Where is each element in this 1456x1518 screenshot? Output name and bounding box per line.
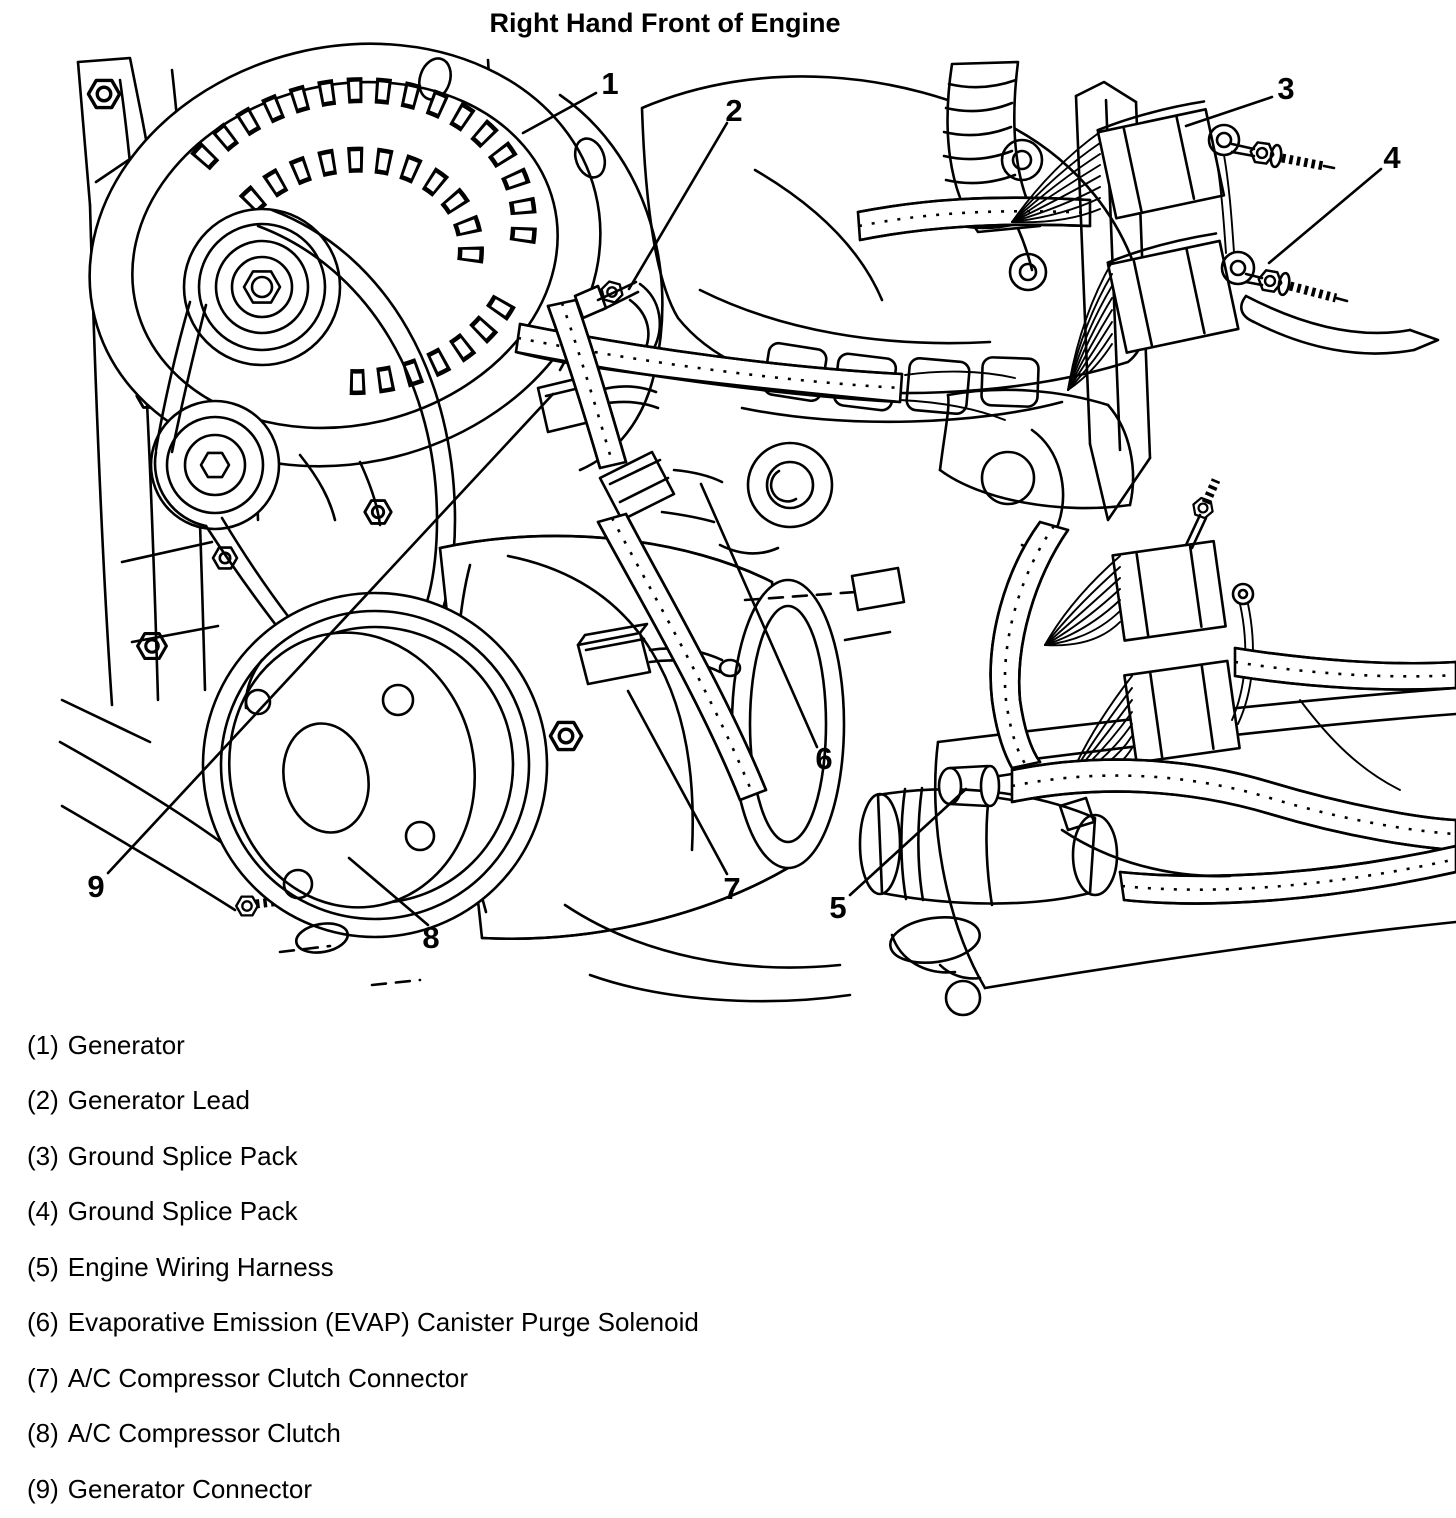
callout-8: 8	[422, 920, 440, 955]
legend-item-7	[27, 1363, 468, 1397]
callout-7: 7	[723, 871, 741, 906]
legend-num: (7)	[27, 1363, 59, 1393]
callout-9: 9	[87, 869, 105, 904]
legend-num: (9)	[27, 1474, 59, 1504]
tensioner-pulley	[151, 401, 279, 529]
legend-item-9	[27, 1474, 312, 1508]
legend-num: (8)	[27, 1418, 59, 1448]
callout-4-leader	[1269, 169, 1381, 263]
splice-pack-c	[1113, 541, 1226, 640]
legend-label: Generator Connector	[67, 1474, 313, 1504]
engine-block	[642, 76, 1146, 547]
legend-item-1	[27, 1030, 185, 1064]
diagram-title: Right Hand Front of Engine	[489, 8, 841, 38]
legend-label: Ground Splice Pack	[67, 1141, 298, 1171]
ground-bolt-upper	[1209, 125, 1334, 253]
legend-label: A/C Compressor Clutch Connector	[67, 1363, 469, 1393]
callout-2: 2	[725, 93, 743, 128]
callout-1: 1	[601, 66, 619, 101]
legend-label: Generator Lead	[67, 1085, 250, 1115]
callout-4: 4	[1383, 140, 1401, 175]
legend-label: Ground Splice Pack	[67, 1196, 298, 1226]
legend-item-8	[27, 1418, 341, 1452]
legend-item-2	[27, 1085, 250, 1119]
callout-5: 5	[829, 890, 847, 925]
generator	[44, 0, 662, 525]
callout-6: 6	[815, 741, 833, 776]
legend-label: A/C Compressor Clutch	[67, 1418, 341, 1448]
legend-label: Generator	[67, 1030, 185, 1060]
callout-3: 3	[1277, 71, 1295, 106]
legend-num: (5)	[27, 1252, 59, 1282]
legend-num: (1)	[27, 1030, 59, 1060]
legend-item-6	[27, 1307, 699, 1341]
legend-label: Engine Wiring Harness	[67, 1252, 334, 1282]
legend-label: Evaporative Emission (EVAP) Canister Purge Solenoid	[67, 1307, 699, 1337]
legend-num: (3)	[27, 1141, 59, 1171]
legend-num: (6)	[27, 1307, 59, 1337]
engine-wiring-harness-right	[935, 480, 1456, 1015]
legend-item-5	[27, 1252, 334, 1286]
legend-num: (2)	[27, 1085, 59, 1115]
legend-item-3	[27, 1141, 298, 1175]
legend-item-4	[27, 1196, 298, 1230]
splice-pack-d	[1124, 661, 1239, 763]
legend-num: (4)	[27, 1196, 59, 1226]
ground-bolt-lower	[1222, 252, 1438, 354]
